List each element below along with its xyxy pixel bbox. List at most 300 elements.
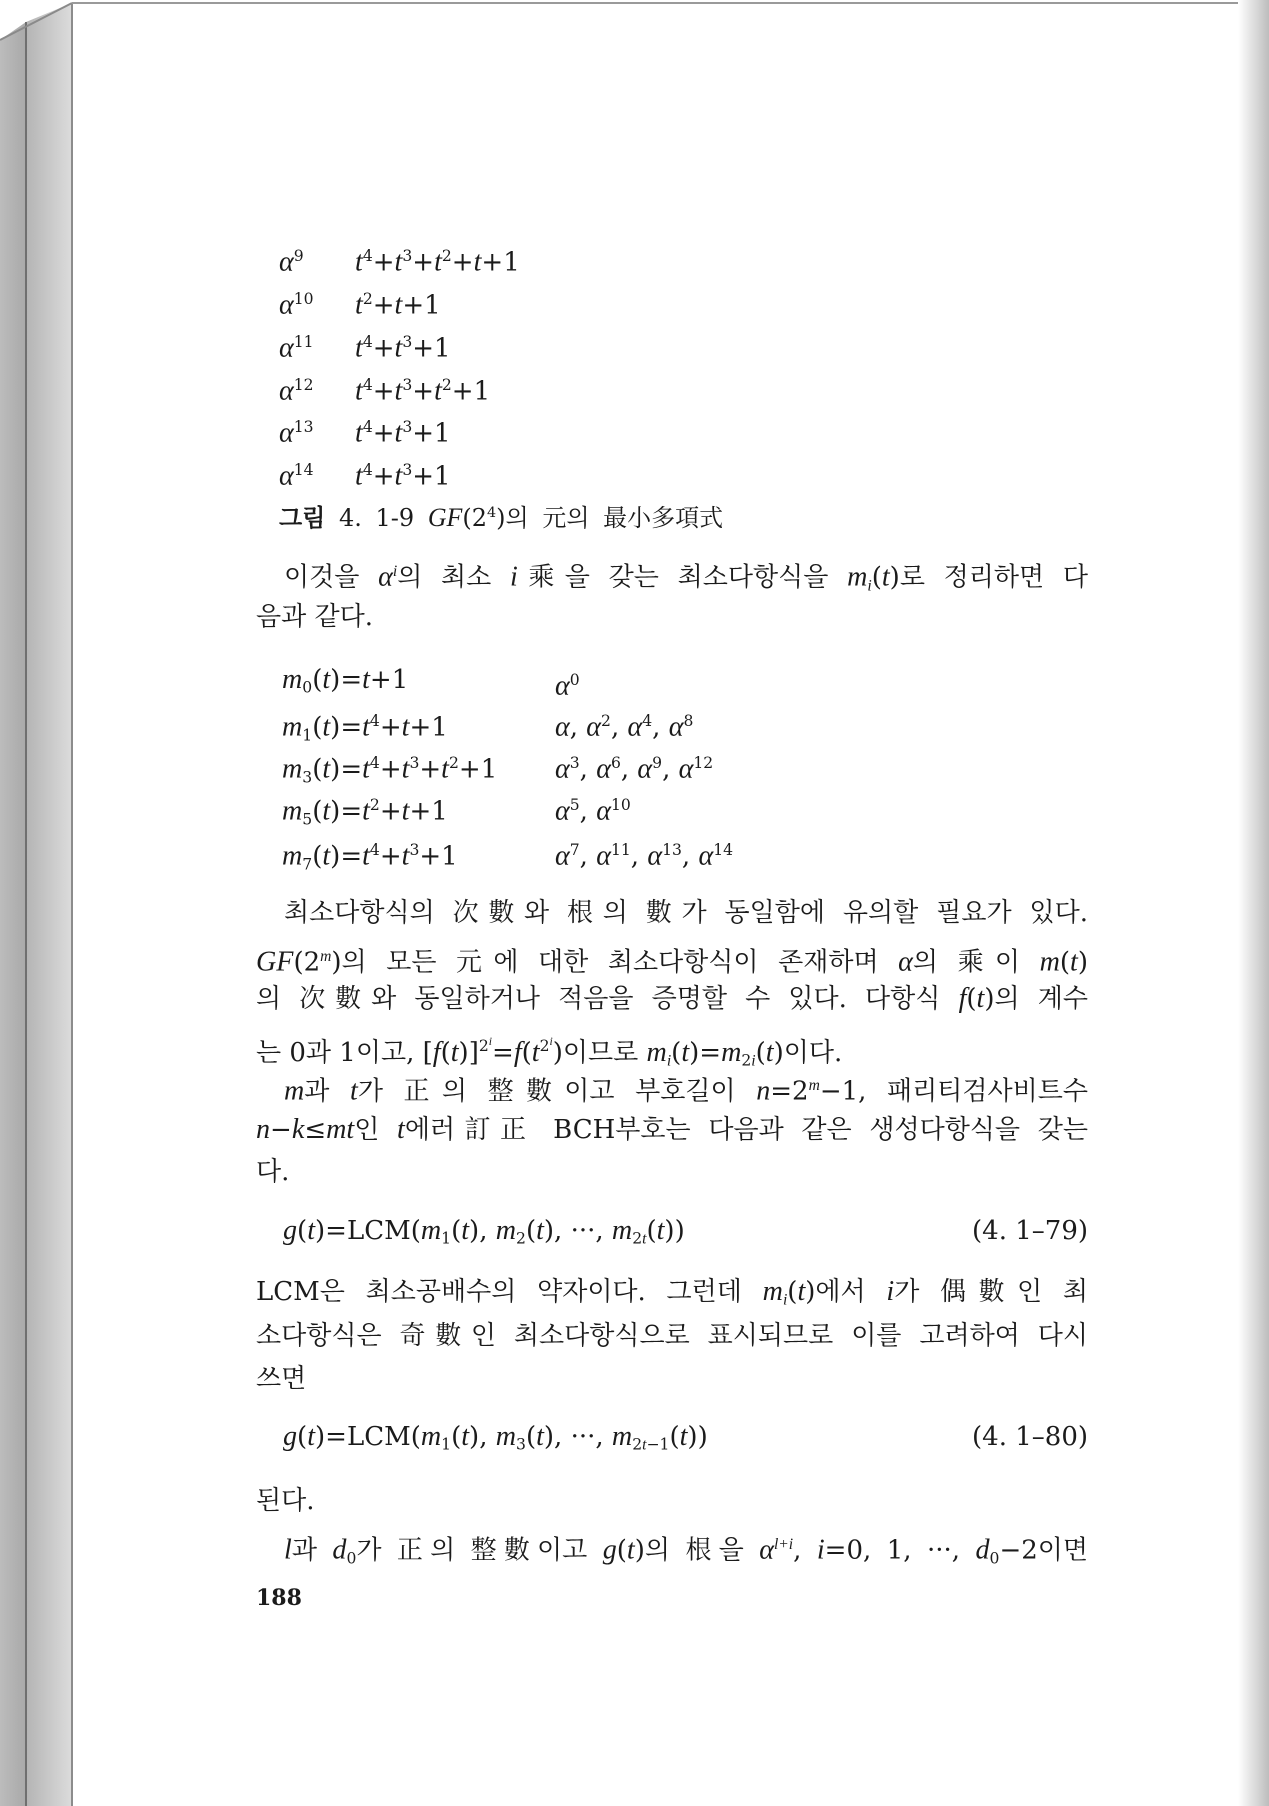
superscript: 7	[569, 841, 580, 859]
math-italic: i	[510, 561, 518, 593]
text-run: LCM은 최소공배수의 약자이다. 그런데	[256, 1277, 763, 1307]
text-run: ), ···,	[543, 1216, 612, 1246]
text-run: 된다.	[256, 1486, 315, 1516]
math-italic: α	[596, 753, 611, 785]
text-run: 소다항식은 奇數인 최소다항식으로 표시되므로 이를 고려하여 다시	[256, 1321, 1088, 1351]
superscript: 0	[569, 671, 580, 689]
polynomial-roots	[555, 828, 955, 878]
math-italic: α	[678, 753, 694, 785]
math-italic: t	[450, 1036, 459, 1068]
subscript: 0	[302, 678, 313, 697]
math-italic: d	[975, 1534, 990, 1566]
math-italic: α	[555, 795, 570, 827]
text-run: +1	[409, 712, 448, 743]
paragraph-line	[256, 1479, 1088, 1529]
paragraph-line	[256, 595, 1088, 645]
text-run: +	[372, 461, 395, 492]
math-italic: α	[898, 946, 913, 978]
math-italic: t	[394, 289, 403, 321]
math-italic: α	[279, 246, 294, 278]
text-run: )	[1077, 947, 1088, 978]
math-italic: t	[397, 1114, 405, 1145]
text-run: )=LCM(	[315, 1422, 421, 1452]
subscript: 3	[516, 1435, 526, 1454]
math-italic: α	[279, 460, 294, 492]
superscript: 4	[362, 376, 373, 394]
math-italic: α	[586, 711, 602, 743]
superscript: 14	[293, 461, 314, 479]
equation-number: (4. 1–80)	[972, 1422, 1088, 1452]
math-italic: t	[394, 375, 403, 407]
math-italic: m	[495, 1215, 517, 1246]
math-italic: m	[611, 1215, 633, 1246]
min-polynomial	[282, 828, 552, 878]
text-run: +	[372, 376, 395, 407]
text-run: )=	[689, 1037, 722, 1068]
text-run: =	[492, 1037, 514, 1068]
text-run: ,	[569, 712, 587, 743]
math-italic: t	[394, 332, 403, 364]
text-run: 과	[291, 1535, 333, 1566]
math-italic: i	[886, 1276, 895, 1307]
superscript: 11	[610, 841, 631, 859]
text-run: 최소다항식의 次數와 根의 數가 동일함에 유의할 필요가 있다.	[284, 898, 1088, 928]
text-run: +	[372, 247, 395, 278]
subscript: 2	[632, 1435, 643, 1454]
math-italic: t	[473, 246, 482, 278]
math-italic: t	[355, 289, 363, 321]
math-italic: n	[256, 1114, 271, 1145]
superscript: 3	[409, 841, 420, 859]
text-run: +1	[451, 376, 491, 407]
superscript: 3	[402, 418, 413, 436]
text-run: +1	[458, 754, 498, 785]
text-run: +1	[412, 333, 451, 364]
superscript: 9	[652, 754, 663, 772]
superscript: 2	[601, 712, 611, 730]
math-italic: d	[332, 1534, 347, 1566]
superscript: 2	[448, 754, 459, 772]
superscript: 4	[487, 505, 497, 521]
math-italic: α	[279, 417, 294, 449]
math-italic: t	[394, 417, 403, 449]
text-run: )의 계수	[984, 984, 1088, 1014]
math-italic: t	[626, 1534, 635, 1566]
text-run: +	[412, 376, 435, 407]
superscript: 3	[402, 333, 413, 351]
superscript: 4	[362, 247, 373, 265]
math-italic: t	[401, 840, 410, 872]
superscript: i	[488, 1035, 493, 1048]
math-italic: t	[1070, 946, 1078, 978]
math-italic: m	[284, 1075, 305, 1107]
subscript: 2	[516, 1229, 526, 1248]
math-italic: α	[279, 332, 294, 364]
superscript: 10	[293, 290, 314, 308]
math-italic: α	[279, 289, 294, 321]
superscript: 4	[362, 461, 373, 479]
text-run: 는 0과 1이고, [	[256, 1037, 433, 1068]
paragraph-line	[256, 1150, 1088, 1200]
superscript: 4	[642, 712, 653, 730]
text-run: +	[419, 754, 442, 785]
math-italic: m	[495, 1421, 517, 1452]
text-run: 이것을	[284, 562, 379, 593]
math-italic: k	[291, 1114, 305, 1145]
math-italic: t	[681, 1036, 690, 1068]
superscript: 2	[369, 796, 380, 814]
text-run: )=	[330, 665, 363, 695]
math-italic: α	[759, 1534, 774, 1566]
math-italic: t	[362, 664, 370, 695]
text-run: (	[297, 1422, 308, 1452]
paragraph-line	[256, 1020, 1088, 1070]
math-italic: m	[1039, 946, 1060, 978]
math-italic: α	[555, 711, 570, 743]
text-run: +	[372, 418, 395, 449]
text-run: ,	[652, 712, 669, 743]
superscript: i	[549, 1035, 553, 1048]
text-run: 음과 같다.	[256, 602, 373, 632]
math-italic: t	[536, 1421, 544, 1452]
equation-number: (4. 1–79)	[972, 1216, 1088, 1246]
math-italic: t	[536, 1215, 544, 1246]
superscript: 2	[539, 1037, 550, 1056]
text-run: −1, 패리티검사비트수	[819, 1076, 1088, 1107]
text-run: (	[451, 1216, 462, 1246]
figure-caption	[279, 491, 979, 541]
text-run: ,	[681, 841, 699, 872]
math-italic: t	[881, 561, 890, 593]
math-italic: t	[350, 1075, 358, 1107]
math-italic: m	[721, 1036, 742, 1068]
text-run: +1	[419, 841, 458, 872]
superscript: 12	[293, 376, 314, 394]
math-italic: t	[765, 1036, 774, 1068]
math-italic: α	[596, 795, 611, 827]
math-italic: t	[355, 460, 363, 492]
text-run: )=	[330, 796, 363, 827]
math-italic: t	[322, 711, 331, 743]
math-italic: t	[656, 1215, 665, 1246]
text-run: 의 乘이	[912, 947, 1040, 978]
math-italic: t	[394, 246, 403, 278]
subscript: 0	[989, 1549, 1000, 1568]
math-italic: m	[762, 1276, 783, 1307]
math-italic: α	[596, 840, 611, 872]
math-italic: m	[646, 1036, 667, 1068]
text-run: (	[297, 1216, 308, 1246]
text-run: ≤	[304, 1115, 327, 1145]
subscript: t	[642, 1436, 647, 1454]
math-italic: m	[420, 1421, 442, 1452]
text-run: +	[379, 796, 402, 827]
math-italic: t	[461, 1421, 470, 1452]
superscript: 14	[713, 841, 734, 859]
math-italic: t	[434, 375, 442, 407]
superscript: m	[808, 1077, 820, 1094]
text-run: (	[312, 712, 323, 743]
math-italic: t	[322, 664, 331, 695]
math-italic: α	[647, 840, 663, 872]
text-run: ,	[579, 754, 597, 785]
subscript: 2	[741, 1051, 752, 1070]
math-italic: t	[362, 753, 370, 785]
math-italic: t	[401, 795, 410, 827]
math-italic: t	[362, 795, 370, 827]
text-run: (	[871, 562, 882, 593]
math-italic: t	[679, 1421, 688, 1452]
math-italic: t	[797, 1276, 806, 1307]
text-run: ,	[793, 1535, 817, 1566]
math-italic: GF	[427, 502, 463, 532]
math-italic: t	[355, 375, 363, 407]
math-italic: α	[668, 711, 684, 743]
math-italic: n	[756, 1075, 771, 1107]
text-run: +	[379, 754, 402, 785]
text-run: )=LCM(	[315, 1216, 421, 1246]
superscript: 6	[610, 754, 621, 772]
math-italic: t	[355, 332, 363, 364]
superscript: 10	[610, 796, 631, 814]
text-run: =0, 1, ···,	[824, 1535, 976, 1566]
text-run: )]	[458, 1037, 479, 1068]
text-run: )의 根을	[634, 1535, 760, 1566]
math-italic: α	[378, 561, 393, 593]
text-run: ,	[662, 754, 679, 785]
superscript: 13	[293, 418, 314, 436]
superscript: l+i	[773, 1536, 794, 1553]
text-run: (	[646, 1216, 657, 1246]
text-run: 乘을 갖는 최소다항식을	[517, 562, 848, 593]
text-run: 다.	[256, 1157, 290, 1187]
superscript: 2	[441, 247, 452, 265]
text-run: ),	[469, 1216, 496, 1246]
math-italic: m	[420, 1215, 442, 1246]
superscript: 4	[369, 712, 380, 730]
text-run: (	[525, 1422, 537, 1452]
text-run: +1	[481, 247, 520, 278]
math-italic: t	[355, 417, 363, 449]
math-italic: t	[401, 711, 410, 743]
superscript: 8	[683, 712, 694, 730]
math-italic: α	[627, 711, 643, 743]
math-italic: α	[555, 840, 570, 872]
superscript: 3	[569, 754, 580, 772]
math-italic: α	[698, 840, 714, 872]
paragraph-line	[284, 891, 1088, 941]
text-run: 가 正의 整數이고 부호길이	[357, 1076, 757, 1107]
math-italic: mt	[326, 1114, 355, 1145]
superscript: i	[392, 563, 398, 580]
subscript: i	[867, 577, 872, 595]
bold-run: 그림	[279, 503, 326, 532]
text-run: (	[616, 1535, 627, 1566]
text-run: (	[671, 1037, 682, 1068]
subscript: −1	[646, 1435, 670, 1454]
text-run: ),	[469, 1422, 496, 1452]
text-run: (	[312, 796, 323, 827]
text-run: +1	[409, 796, 448, 827]
text-run: −	[270, 1115, 292, 1145]
text-run: =2	[770, 1076, 809, 1107]
superscript: 13	[662, 841, 682, 859]
math-italic: t	[531, 1036, 540, 1068]
text-run: )에서	[805, 1277, 887, 1307]
text-run: )의 모든 元에 대한 최소다항식이 존재하며	[331, 947, 899, 978]
math-italic: t	[441, 753, 449, 785]
text-run: (	[525, 1216, 537, 1246]
text-run: +	[372, 333, 395, 364]
text-run: 과	[304, 1076, 351, 1107]
text-run: )이므로	[552, 1037, 647, 1068]
text-run: ))	[687, 1422, 708, 1452]
superscript: 3	[409, 754, 420, 772]
text-run: (2	[462, 503, 487, 532]
text-run: +	[451, 247, 474, 278]
subscript: i	[751, 1052, 756, 1070]
paragraph-line	[256, 1357, 1088, 1407]
paragraph-line	[284, 1523, 1088, 1573]
text-run: ,	[630, 841, 648, 872]
math-italic: g	[602, 1534, 617, 1566]
text-run: +1	[412, 418, 451, 449]
math-italic: i	[816, 1534, 825, 1566]
text-run: (	[521, 1037, 532, 1068]
text-run: 인	[354, 1115, 398, 1145]
text-run: (	[451, 1422, 462, 1452]
text-run: +	[372, 290, 395, 321]
equation	[283, 1415, 883, 1465]
math-italic: f	[432, 1036, 441, 1068]
text-run: )=	[330, 712, 363, 743]
text-run: 에러訂正 BCH부호는 다음과 같은 생성다항식을 갖는	[404, 1115, 1088, 1145]
math-italic: m	[611, 1421, 633, 1452]
text-run: 가 正의 整數이고	[356, 1535, 603, 1566]
text-run: )=	[330, 754, 363, 785]
math-italic: l	[284, 1534, 292, 1566]
text-run: 쓰면	[256, 1364, 307, 1394]
math-italic: m	[282, 840, 303, 872]
text-run: (	[312, 841, 323, 872]
subscript: 3	[302, 768, 313, 787]
text-run: (	[312, 754, 323, 785]
superscript: m	[320, 948, 332, 965]
text-run: +	[412, 247, 435, 278]
math-italic: g	[283, 1215, 298, 1246]
superscript: 5	[569, 796, 580, 814]
polynomial-roots	[555, 783, 955, 833]
paragraph-line	[284, 1064, 1088, 1114]
math-italic: f	[513, 1036, 522, 1068]
subscript: 0	[346, 1549, 357, 1568]
math-italic: m	[282, 795, 303, 827]
superscript: 3	[402, 247, 413, 265]
paragraph-line	[256, 1270, 1088, 1320]
subscript: 1	[441, 1229, 452, 1248]
min-polynomial	[282, 783, 552, 833]
math-italic: t	[461, 1215, 470, 1246]
superscript: 4	[362, 418, 373, 436]
subscript: 7	[302, 855, 313, 874]
math-italic: t	[434, 246, 442, 278]
text-run: (	[755, 1037, 766, 1068]
text-run: (	[440, 1037, 451, 1068]
subscript: 2	[632, 1229, 643, 1248]
text-run: (	[669, 1422, 680, 1452]
superscript: 4	[369, 841, 380, 859]
text-run: ), ···,	[543, 1422, 612, 1452]
page-number: 188	[256, 1585, 302, 1611]
text-run: 가 偶數인 최	[894, 1277, 1088, 1307]
superscript: 2	[362, 290, 373, 308]
math-italic: m	[282, 664, 303, 695]
subscript: i	[782, 1291, 788, 1309]
math-italic: GF	[256, 946, 294, 978]
text-run: 의 次數와 동일하거나 적음을 증명할 수 있다. 다항식	[256, 984, 959, 1014]
text-run: +1	[402, 290, 441, 321]
text-run: )=	[330, 841, 363, 872]
subscript: 1	[302, 726, 313, 745]
text-run: (	[1059, 947, 1071, 978]
subscript: i	[666, 1052, 672, 1070]
text-run: ,	[579, 796, 597, 827]
math-italic: α	[637, 753, 653, 785]
math-italic: m	[282, 711, 303, 743]
text-run: +	[379, 712, 402, 743]
math-italic: α	[555, 670, 570, 702]
text-run: ))	[664, 1216, 685, 1246]
text-run: ,	[620, 754, 638, 785]
superscript: 12	[693, 754, 714, 772]
math-italic: t	[362, 711, 370, 743]
superscript: 4	[369, 754, 380, 772]
math-italic: g	[283, 1421, 298, 1452]
math-italic: t	[401, 753, 410, 785]
text-run: +1	[412, 461, 451, 492]
math-italic: t	[362, 840, 370, 872]
math-italic: t	[322, 795, 331, 827]
math-italic: t	[322, 840, 331, 872]
text-run: +1	[369, 665, 409, 695]
superscript: 4	[362, 333, 373, 351]
text-run: )이다.	[773, 1037, 843, 1068]
text-run: (	[966, 984, 977, 1014]
text-run: (2	[293, 947, 321, 978]
subscript: 5	[302, 810, 313, 829]
equation	[283, 1209, 883, 1259]
text-run: )의 元의 最小多項式	[496, 503, 724, 532]
text-run: 4. 1-9	[325, 503, 428, 532]
math-italic: m	[847, 561, 868, 593]
paragraph-line	[284, 550, 1088, 600]
math-italic: m	[282, 753, 303, 785]
subscript: t	[642, 1230, 647, 1248]
text-run: +	[379, 841, 402, 872]
subscript: 1	[441, 1435, 452, 1454]
math-italic: f	[958, 983, 967, 1014]
text-run: (	[312, 665, 323, 695]
math-italic: t	[355, 246, 363, 278]
math-italic: t	[322, 753, 331, 785]
superscript: 2	[441, 376, 452, 394]
text-run: ,	[610, 712, 628, 743]
math-italic: t	[394, 460, 403, 492]
math-italic: t	[307, 1215, 316, 1246]
text-run: −2이면	[999, 1535, 1088, 1566]
math-italic: t	[307, 1421, 316, 1452]
math-italic: α	[555, 753, 570, 785]
